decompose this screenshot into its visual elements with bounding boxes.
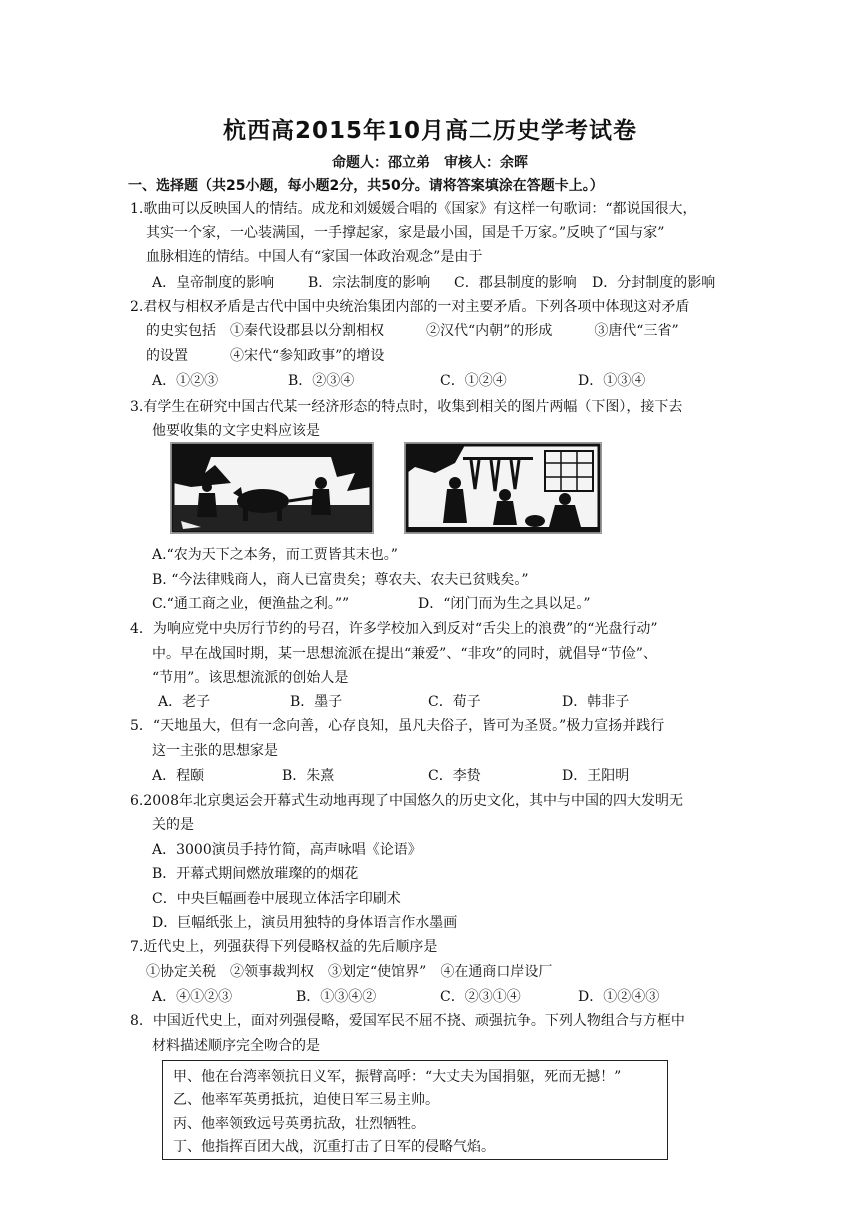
page-title: 杭西高2015年10月高二历史学考试卷 <box>222 118 638 144</box>
q5-option-a[interactable]: A．程颐 <box>152 768 205 784</box>
q1-line: 血脉相连的情结。中国人有“家国一体政治观念”是由于 <box>146 249 483 265</box>
q4-line: “节用”。该思想流派的创始人是 <box>152 670 349 686</box>
q2-line: 2.君权与相权矛盾是古代中国中央统治集团内部的一对主要矛盾。下列各项中体现这对矛盾 <box>130 299 690 315</box>
q3-line: 他要收集的文字史料应该是 <box>152 423 320 439</box>
q6-line: 关的是 <box>152 817 194 833</box>
q5-option-c[interactable]: C．李贽 <box>428 768 481 784</box>
q7-line: ①协定关税 ②领事裁判权 ③划定“使馆界” ④在通商口岸设厂 <box>146 964 553 980</box>
q7-option-c[interactable]: C．②③①④ <box>440 989 521 1005</box>
q8-line: 材料描述顺序完全吻合的是 <box>152 1038 320 1054</box>
q2-option-d[interactable]: D．①③④ <box>578 373 646 389</box>
q1-line: 其实一个家，一心装满国，一手撑起家，家是最小国，国是千万家。”反映了“国与家” <box>146 225 665 241</box>
q2-option-c[interactable]: C．①②④ <box>440 373 507 389</box>
q3-option-c[interactable]: C.“通工商之业，便渔盐之利。”” <box>152 596 350 612</box>
q3-option-d[interactable] <box>418 594 591 614</box>
q7-option-b[interactable]: B．①③④② <box>296 989 377 1005</box>
q1-option-a[interactable]: A．皇帝制度的影响 <box>152 275 275 291</box>
farming-papercut-image <box>170 442 374 534</box>
q1-line: 1.歌曲可以反映国人的情结。成龙和刘媛媛合唱的《国家》有这样一句歌词：“都说国很大， <box>130 201 697 217</box>
q6-option-b[interactable]: B．开幕式期间燃放璀璨的的烟花 <box>152 866 359 882</box>
q5-option-b[interactable]: B．朱熹 <box>282 768 335 784</box>
q3-option-d-text: D．“闭门而为生之具以足。” <box>418 596 591 612</box>
authors-line: 命题人：邵立弟 审核人：余晖 <box>332 155 528 171</box>
q4-option-b[interactable]: B．墨子 <box>290 694 343 710</box>
q8-material-box <box>162 1060 668 1160</box>
q3-option-a[interactable]: A.“农为天下之本务，而工贾皆其末也。” <box>152 547 398 563</box>
q8-box-line: 甲、他在台湾率领抗日义军，振臂高呼：“大丈夫为国捐躯，死而无撼！” <box>173 1069 622 1085</box>
section-heading: 一、选择题（共25小题，每小题2分，共50分。请将答案填涂在答题卡上。） <box>128 178 604 194</box>
q4-option-c[interactable]: C．荀子 <box>428 694 481 710</box>
q4-line: 中。早在战国时期，某一思想流派在提出“兼爱”、“非攻”的同时，就倡导“节俭”、 <box>152 646 657 662</box>
q4-option-a[interactable]: A．老子 <box>158 694 211 710</box>
q4-line: 4．为响应党中央厉行节约的号召，许多学校加入到反对“舌尖上的浪费”的“光盘行动” <box>130 621 658 637</box>
q8-box-line: 乙、他率军英勇抵抗，迫使日军三易主帅。 <box>173 1092 439 1108</box>
q2-line: 的设置 ④宋代“参知政事”的增设 <box>146 348 385 364</box>
q6-option-c[interactable]: C．中央巨幅画卷中展现立体活字印刷术 <box>152 891 401 907</box>
q4-option-d[interactable]: D．韩非子 <box>562 694 630 710</box>
q6-option-d[interactable]: D．巨幅纸张上，演员用独特的身体语言作水墨画 <box>152 915 458 931</box>
q8-line: 8．中国近代史上，面对列强侵略，爱国军民不屈不挠、顽强抗争。下列人物组合与方框中 <box>130 1013 685 1029</box>
q7-line: 7.近代史上，列强获得下列侵略权益的先后顺序是 <box>130 939 438 955</box>
q2-option-a[interactable]: A．①②③ <box>152 373 219 389</box>
q1-option-b[interactable]: B．宗法制度的影响 <box>308 275 431 291</box>
q5-line: 这一主张的思想家是 <box>152 743 278 759</box>
q7-option-d[interactable]: D．①②④③ <box>578 989 660 1005</box>
q8-box-line: 丙、他率领致远号英勇抗敌，壮烈牺牲。 <box>173 1116 425 1132</box>
q2-line: 的史实包括 ①秦代设郡县以分割相权 ②汉代“内朝”的形成 ③唐代“三省” <box>146 323 679 339</box>
weaving-papercut-image <box>404 442 602 534</box>
q1-option-c[interactable]: C．郡县制度的影响 <box>454 275 577 291</box>
q3-line: 3.有学生在研究中国古代某一经济形态的特点时，收集到相关的图片两幅（下图），接下去 <box>130 399 683 415</box>
q2-option-b[interactable]: B．②③④ <box>288 373 355 389</box>
q3-option-b[interactable]: B. “今法律贱商人，商人已富贵矣；尊农夫、农夫已贫贱矣。” <box>152 572 529 588</box>
q8-box-line: 丁、他指挥百团大战，沉重打击了日军的侵略气焰。 <box>173 1139 495 1155</box>
q1-option-d[interactable]: D．分封制度的影响 <box>592 275 716 291</box>
q6-option-a[interactable]: A．3000演员手持竹简，高声咏唱《论语》 <box>152 842 422 858</box>
q6-line: 6.2008年北京奥运会开幕式生动地再现了中国悠久的历史文化，其中与中国的四大发明无 <box>130 793 683 809</box>
q5-line: 5．“天地虽大，但有一念向善，心存良知，虽凡夫俗子，皆可为圣贤。”极力宣扬并践行 <box>130 718 665 734</box>
q5-option-d[interactable]: D．王阳明 <box>562 768 630 784</box>
q7-option-a[interactable]: A．④①②③ <box>152 989 233 1005</box>
